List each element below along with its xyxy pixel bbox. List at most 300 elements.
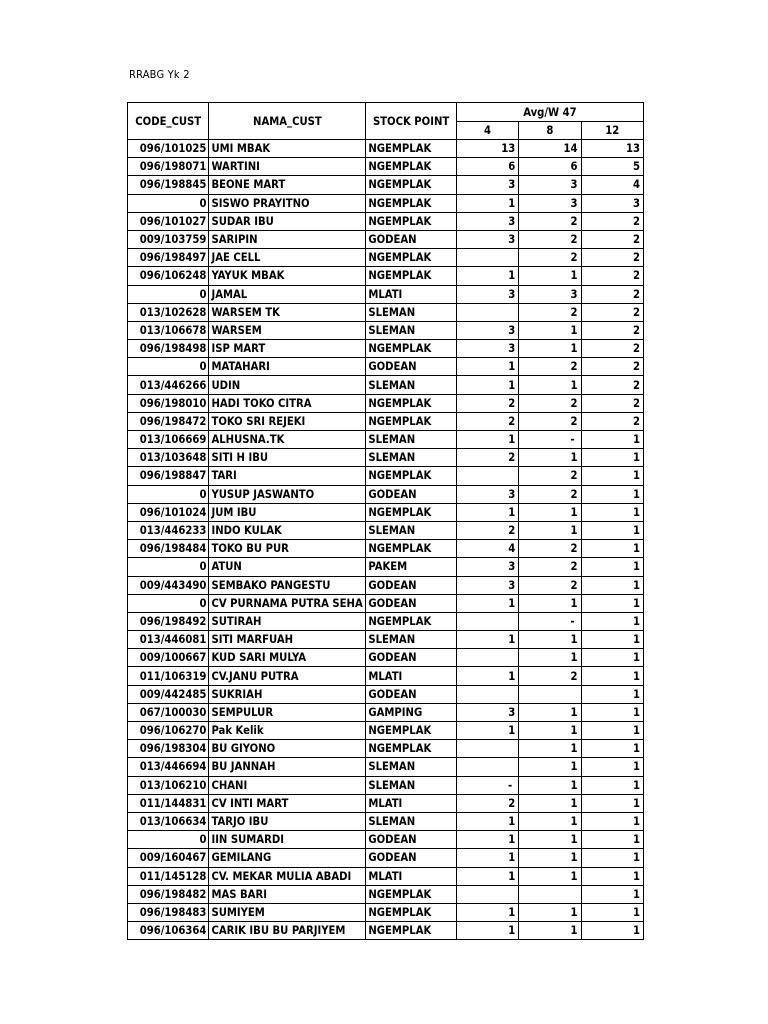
cell-nama-cust: SITI H IBU [209, 449, 366, 467]
cell-code-cust: 011/144831 [128, 794, 209, 812]
cell-week-4: 1 [456, 358, 518, 376]
cell-code-cust: 096/198483 [128, 903, 209, 921]
table-row [128, 667, 644, 685]
table-row [128, 449, 644, 467]
cell-week-4 [456, 758, 518, 776]
header-week-4: 4 [456, 122, 518, 140]
table-row [128, 467, 644, 485]
cell-week-8: 1 [519, 703, 581, 721]
table-row [128, 249, 644, 267]
cell-code-cust: 096/198497 [128, 249, 209, 267]
cell-code-cust: 013/106669 [128, 431, 209, 449]
cell-week-12: 1 [581, 794, 643, 812]
cell-stock-point: MLATI [366, 667, 457, 685]
cell-stock-point: GODEAN [366, 831, 457, 849]
table-row [128, 758, 644, 776]
cell-code-cust: 013/106210 [128, 776, 209, 794]
cell-code-cust: 0 [128, 831, 209, 849]
cell-stock-point: NGEMPLAK [366, 540, 457, 558]
cell-week-4: 1 [456, 903, 518, 921]
cell-week-12: 1 [581, 521, 643, 539]
cell-week-8: 1 [519, 849, 581, 867]
cell-stock-point: NGEMPLAK [366, 267, 457, 285]
cell-nama-cust: JAMAL [209, 285, 366, 303]
cell-week-12: 1 [581, 758, 643, 776]
cell-week-4: 3 [456, 212, 518, 230]
table-row [128, 431, 644, 449]
table-row [128, 267, 644, 285]
cell-nama-cust: WARTINI [209, 158, 366, 176]
table-row [128, 230, 644, 248]
cell-week-12: 1 [581, 558, 643, 576]
cell-week-12: 1 [581, 631, 643, 649]
cell-stock-point: SLEMAN [366, 812, 457, 830]
cell-stock-point: NGEMPLAK [366, 740, 457, 758]
cell-stock-point: SLEMAN [366, 758, 457, 776]
cell-week-12: 1 [581, 612, 643, 630]
cell-week-8: 2 [519, 358, 581, 376]
cell-code-cust: 096/198845 [128, 176, 209, 194]
cell-week-4: 1 [456, 267, 518, 285]
cell-stock-point: NGEMPLAK [366, 176, 457, 194]
cell-week-12: 1 [581, 776, 643, 794]
cell-week-12: 2 [581, 267, 643, 285]
cell-week-12: 1 [581, 831, 643, 849]
header-avg-group: Avg/W 47 [456, 103, 643, 122]
cell-week-8: 1 [519, 794, 581, 812]
cell-week-4: 1 [456, 594, 518, 612]
cell-week-12: 2 [581, 376, 643, 394]
header-code-cust: CODE_CUST [128, 103, 209, 140]
table-row [128, 903, 644, 921]
cell-nama-cust: SISWO PRAYITNO [209, 194, 366, 212]
cell-week-12: 2 [581, 394, 643, 412]
cell-nama-cust: SARIPIN [209, 230, 366, 248]
cell-week-8: 1 [519, 922, 581, 940]
sheet-title: RRABG Yk 2 [129, 68, 190, 81]
header-stock-point: STOCK POINT [366, 103, 457, 140]
cell-week-12: 1 [581, 449, 643, 467]
cell-week-8: 1 [519, 521, 581, 539]
header-week-12: 12 [581, 122, 643, 140]
cell-week-4: 1 [456, 376, 518, 394]
cell-week-8: 1 [519, 722, 581, 740]
cell-nama-cust: SITI MARFUAH [209, 631, 366, 649]
cell-week-4: 3 [456, 176, 518, 194]
cell-week-12: 13 [581, 140, 643, 158]
cell-week-4: 3 [456, 558, 518, 576]
cell-week-4: 4 [456, 540, 518, 558]
cell-nama-cust: TOKO SRI REJEKI [209, 412, 366, 430]
cell-stock-point: SLEMAN [366, 431, 457, 449]
cell-week-4: 13 [456, 140, 518, 158]
cell-nama-cust: YUSUP JASWANTO [209, 485, 366, 503]
cell-code-cust: 013/106634 [128, 812, 209, 830]
cell-code-cust: 096/101025 [128, 140, 209, 158]
cell-week-8: 1 [519, 867, 581, 885]
cell-week-4: 2 [456, 449, 518, 467]
cell-week-4: 1 [456, 722, 518, 740]
cell-week-12: 1 [581, 485, 643, 503]
cell-nama-cust: CARIK IBU BU PARJIYEM [209, 922, 366, 940]
cell-week-4: 2 [456, 412, 518, 430]
table-row [128, 194, 644, 212]
table-row [128, 521, 644, 539]
table-row [128, 285, 644, 303]
cell-week-4: - [456, 776, 518, 794]
cell-nama-cust: BEONE MART [209, 176, 366, 194]
cell-week-4 [456, 249, 518, 267]
cell-stock-point: GODEAN [366, 685, 457, 703]
cell-nama-cust: UMI MBAK [209, 140, 366, 158]
table-row [128, 922, 644, 940]
cell-code-cust: 096/198472 [128, 412, 209, 430]
table-row [128, 612, 644, 630]
cell-week-8: 1 [519, 449, 581, 467]
cell-week-8: 1 [519, 631, 581, 649]
cell-code-cust: 096/198071 [128, 158, 209, 176]
table-row [128, 140, 644, 158]
cell-week-12: 2 [581, 303, 643, 321]
cell-week-8: 2 [519, 576, 581, 594]
cell-stock-point: GODEAN [366, 849, 457, 867]
cell-code-cust: 009/100667 [128, 649, 209, 667]
cell-week-8: 1 [519, 321, 581, 339]
cell-stock-point: NGEMPLAK [366, 194, 457, 212]
cell-week-8: 1 [519, 812, 581, 830]
customer-table [127, 102, 644, 940]
table-row [128, 412, 644, 430]
cell-nama-cust: ATUN [209, 558, 366, 576]
cell-week-8 [519, 885, 581, 903]
cell-stock-point: NGEMPLAK [366, 140, 457, 158]
cell-code-cust: 013/102628 [128, 303, 209, 321]
cell-code-cust: 0 [128, 285, 209, 303]
cell-nama-cust: SUDAR IBU [209, 212, 366, 230]
cell-week-8 [519, 685, 581, 703]
cell-nama-cust: SUMIYEM [209, 903, 366, 921]
cell-stock-point: GODEAN [366, 594, 457, 612]
table-row [128, 485, 644, 503]
cell-week-8: 3 [519, 194, 581, 212]
cell-stock-point: NGEMPLAK [366, 158, 457, 176]
cell-code-cust: 096/198304 [128, 740, 209, 758]
cell-nama-cust: BU JANNAH [209, 758, 366, 776]
cell-stock-point: NGEMPLAK [366, 722, 457, 740]
cell-code-cust: 096/106248 [128, 267, 209, 285]
cell-week-8: 1 [519, 831, 581, 849]
cell-week-8: 1 [519, 267, 581, 285]
cell-stock-point: NGEMPLAK [366, 212, 457, 230]
cell-stock-point: SLEMAN [366, 376, 457, 394]
cell-week-8: 2 [519, 249, 581, 267]
cell-week-8: 1 [519, 649, 581, 667]
cell-code-cust: 096/198847 [128, 467, 209, 485]
cell-nama-cust: BU GIYONO [209, 740, 366, 758]
cell-week-4: 1 [456, 849, 518, 867]
cell-code-cust: 067/100030 [128, 703, 209, 721]
cell-code-cust: 013/446233 [128, 521, 209, 539]
cell-nama-cust: MATAHARI [209, 358, 366, 376]
cell-week-4: 1 [456, 922, 518, 940]
cell-week-12: 3 [581, 194, 643, 212]
cell-week-8: 2 [519, 303, 581, 321]
cell-nama-cust: INDO KULAK [209, 521, 366, 539]
cell-week-8: 6 [519, 158, 581, 176]
cell-code-cust: 096/198492 [128, 612, 209, 630]
cell-code-cust: 009/103759 [128, 230, 209, 248]
cell-nama-cust: SEMBAKO PANGESTU [209, 576, 366, 594]
cell-week-12: 2 [581, 249, 643, 267]
cell-code-cust: 0 [128, 594, 209, 612]
table-row [128, 540, 644, 558]
cell-week-4 [456, 885, 518, 903]
cell-week-4: 3 [456, 340, 518, 358]
table-row [128, 394, 644, 412]
cell-week-8: 2 [519, 212, 581, 230]
cell-nama-cust: CV. MEKAR MULIA ABADI [209, 867, 366, 885]
cell-code-cust: 011/145128 [128, 867, 209, 885]
cell-week-4 [456, 740, 518, 758]
cell-week-4 [456, 467, 518, 485]
cell-week-12: 1 [581, 576, 643, 594]
cell-stock-point: SLEMAN [366, 449, 457, 467]
cell-nama-cust: CHANI [209, 776, 366, 794]
cell-week-4: 1 [456, 431, 518, 449]
cell-stock-point: GODEAN [366, 576, 457, 594]
cell-stock-point: NGEMPLAK [366, 612, 457, 630]
cell-code-cust: 009/443490 [128, 576, 209, 594]
cell-week-12: 2 [581, 321, 643, 339]
cell-stock-point: SLEMAN [366, 776, 457, 794]
cell-nama-cust: CV PURNAMA PUTRA SEHA [209, 594, 366, 612]
cell-nama-cust: ISP MART [209, 340, 366, 358]
cell-week-8: 2 [519, 230, 581, 248]
header-week-8: 8 [519, 122, 581, 140]
cell-week-12: 1 [581, 885, 643, 903]
cell-week-12: 1 [581, 431, 643, 449]
cell-week-8: - [519, 431, 581, 449]
cell-stock-point: MLATI [366, 285, 457, 303]
cell-code-cust: 011/106319 [128, 667, 209, 685]
cell-code-cust: 013/446694 [128, 758, 209, 776]
table-row [128, 358, 644, 376]
table-row [128, 703, 644, 721]
cell-stock-point: NGEMPLAK [366, 922, 457, 940]
table-row [128, 558, 644, 576]
cell-nama-cust: KUD SARI MULYA [209, 649, 366, 667]
table-row [128, 649, 644, 667]
cell-code-cust: 096/198010 [128, 394, 209, 412]
cell-nama-cust: IIN SUMARDI [209, 831, 366, 849]
cell-week-4: 1 [456, 194, 518, 212]
cell-week-4: 1 [456, 503, 518, 521]
cell-week-12: 1 [581, 667, 643, 685]
cell-nama-cust: Pak Kelik [209, 722, 366, 740]
cell-nama-cust: MAS BARI [209, 885, 366, 903]
cell-nama-cust: SEMPULUR [209, 703, 366, 721]
table-row [128, 776, 644, 794]
cell-code-cust: 009/442485 [128, 685, 209, 703]
cell-nama-cust: JAE CELL [209, 249, 366, 267]
cell-nama-cust: UDIN [209, 376, 366, 394]
cell-stock-point: GODEAN [366, 485, 457, 503]
cell-stock-point: MLATI [366, 794, 457, 812]
cell-week-8: 2 [519, 667, 581, 685]
cell-stock-point: NGEMPLAK [366, 394, 457, 412]
cell-stock-point: SLEMAN [366, 521, 457, 539]
cell-week-12: 1 [581, 540, 643, 558]
cell-week-12: 5 [581, 158, 643, 176]
cell-code-cust: 096/101024 [128, 503, 209, 521]
cell-week-4: 1 [456, 667, 518, 685]
table-row [128, 212, 644, 230]
table-body [128, 140, 644, 940]
cell-code-cust: 013/446081 [128, 631, 209, 649]
cell-week-12: 1 [581, 503, 643, 521]
cell-nama-cust: YAYUK MBAK [209, 267, 366, 285]
cell-week-12: 4 [581, 176, 643, 194]
cell-nama-cust: CV.JANU PUTRA [209, 667, 366, 685]
cell-week-12: 1 [581, 812, 643, 830]
cell-stock-point: SLEMAN [366, 631, 457, 649]
cell-code-cust: 096/198498 [128, 340, 209, 358]
table-row [128, 867, 644, 885]
table-row [128, 158, 644, 176]
table-row [128, 831, 644, 849]
cell-week-4: 1 [456, 831, 518, 849]
table-row [128, 812, 644, 830]
cell-week-12: 2 [581, 230, 643, 248]
cell-week-4 [456, 649, 518, 667]
cell-nama-cust: SUTIRAH [209, 612, 366, 630]
cell-week-4: 3 [456, 485, 518, 503]
cell-stock-point: GODEAN [366, 230, 457, 248]
table-row [128, 885, 644, 903]
cell-week-8: 14 [519, 140, 581, 158]
table-row [128, 576, 644, 594]
cell-week-4: 3 [456, 576, 518, 594]
cell-code-cust: 0 [128, 485, 209, 503]
cell-code-cust: 096/198482 [128, 885, 209, 903]
cell-week-8: 1 [519, 340, 581, 358]
cell-week-12: 1 [581, 649, 643, 667]
cell-week-4: 3 [456, 321, 518, 339]
table-row [128, 176, 644, 194]
cell-week-12: 1 [581, 922, 643, 940]
cell-code-cust: 013/446266 [128, 376, 209, 394]
table-row [128, 594, 644, 612]
cell-week-8: 3 [519, 285, 581, 303]
cell-week-12: 1 [581, 703, 643, 721]
cell-week-12: 2 [581, 212, 643, 230]
cell-week-8: 1 [519, 903, 581, 921]
cell-nama-cust: HADI TOKO CITRA [209, 394, 366, 412]
cell-nama-cust: CV INTI MART [209, 794, 366, 812]
cell-week-8: 1 [519, 376, 581, 394]
cell-week-4: 2 [456, 794, 518, 812]
cell-week-8: 1 [519, 758, 581, 776]
table-row [128, 794, 644, 812]
cell-stock-point: SLEMAN [366, 321, 457, 339]
cell-nama-cust: ALHUSNA.TK [209, 431, 366, 449]
cell-code-cust: 0 [128, 358, 209, 376]
cell-week-4 [456, 612, 518, 630]
cell-nama-cust: WARSEM TK [209, 303, 366, 321]
cell-stock-point: MLATI [366, 867, 457, 885]
cell-week-4: 3 [456, 230, 518, 248]
cell-nama-cust: JUM IBU [209, 503, 366, 521]
cell-week-8: 2 [519, 485, 581, 503]
cell-week-8: 2 [519, 540, 581, 558]
cell-stock-point: NGEMPLAK [366, 503, 457, 521]
cell-nama-cust: TARI [209, 467, 366, 485]
header-nama-cust: NAMA_CUST [209, 103, 366, 140]
cell-week-4: 3 [456, 703, 518, 721]
cell-week-4 [456, 303, 518, 321]
cell-stock-point: NGEMPLAK [366, 412, 457, 430]
cell-week-12: 1 [581, 594, 643, 612]
cell-stock-point: NGEMPLAK [366, 249, 457, 267]
cell-code-cust: 096/106270 [128, 722, 209, 740]
cell-week-12: 2 [581, 340, 643, 358]
cell-week-12: 2 [581, 285, 643, 303]
table-row [128, 740, 644, 758]
cell-nama-cust: TOKO BU PUR [209, 540, 366, 558]
cell-week-4: 1 [456, 867, 518, 885]
cell-week-12: 1 [581, 903, 643, 921]
table-row [128, 340, 644, 358]
cell-week-4: 6 [456, 158, 518, 176]
cell-nama-cust: WARSEM [209, 321, 366, 339]
cell-week-4 [456, 685, 518, 703]
cell-stock-point: SLEMAN [366, 303, 457, 321]
table-row [128, 503, 644, 521]
cell-week-4: 2 [456, 521, 518, 539]
cell-code-cust: 096/198484 [128, 540, 209, 558]
cell-nama-cust: TARJO IBU [209, 812, 366, 830]
cell-week-4: 1 [456, 812, 518, 830]
cell-stock-point: NGEMPLAK [366, 340, 457, 358]
cell-code-cust: 009/160467 [128, 849, 209, 867]
cell-week-12: 1 [581, 467, 643, 485]
cell-week-12: 2 [581, 412, 643, 430]
table-row [128, 631, 644, 649]
table-row [128, 849, 644, 867]
cell-code-cust: 0 [128, 558, 209, 576]
cell-week-12: 1 [581, 685, 643, 703]
cell-code-cust: 013/106678 [128, 321, 209, 339]
cell-week-12: 1 [581, 740, 643, 758]
table-row [128, 376, 644, 394]
cell-week-4: 3 [456, 285, 518, 303]
cell-code-cust: 0 [128, 194, 209, 212]
cell-week-12: 2 [581, 358, 643, 376]
cell-stock-point: GODEAN [366, 358, 457, 376]
cell-week-4: 2 [456, 394, 518, 412]
cell-week-8: 3 [519, 176, 581, 194]
cell-stock-point: NGEMPLAK [366, 467, 457, 485]
cell-week-8: - [519, 612, 581, 630]
cell-week-8: 2 [519, 467, 581, 485]
cell-nama-cust: GEMILANG [209, 849, 366, 867]
table-row [128, 722, 644, 740]
cell-stock-point: GODEAN [366, 649, 457, 667]
cell-week-8: 1 [519, 503, 581, 521]
cell-week-8: 2 [519, 412, 581, 430]
cell-week-8: 1 [519, 776, 581, 794]
cell-week-12: 1 [581, 849, 643, 867]
